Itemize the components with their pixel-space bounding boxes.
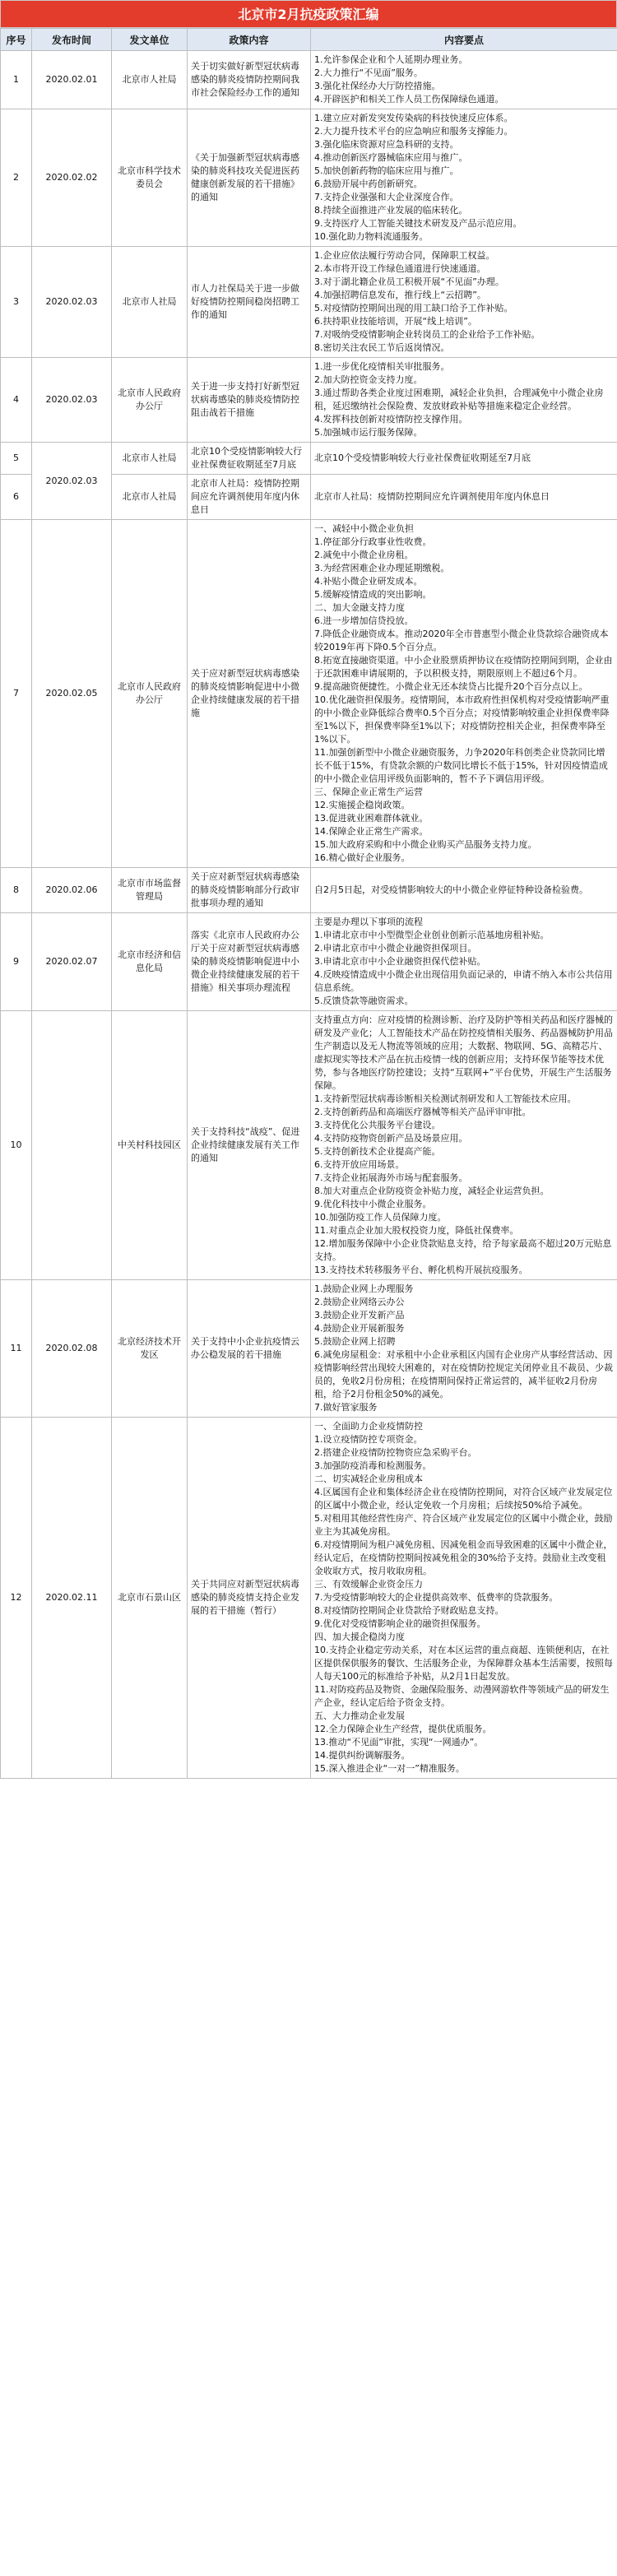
- cell-policy: 《关于加强新型冠状病毒感染的肺炎科技攻关促进医药健康创新发展的若干措施》的通知: [188, 109, 311, 247]
- cell-date: 2020.02.05: [32, 520, 112, 868]
- point-item: 11.对重点企业加大股权投资力度，降低社保费率。: [314, 1225, 519, 1236]
- point-item: 3.加强防疫消毒和检测服务。: [314, 1460, 432, 1471]
- point-item: 5.对疫情防控期间出现的用工缺口给予工作补贴。: [314, 303, 513, 313]
- cell-points: [311, 520, 617, 868]
- table-row: [1, 520, 617, 868]
- cell-unit: 北京经济技术开发区: [112, 1280, 188, 1418]
- point-item: 6.进一步增加信贷投放。: [314, 615, 414, 626]
- point-item: 2.本市将开设工作绿色通道进行快速通道。: [314, 263, 486, 274]
- point-item: 7.支持企业拓展海外市场与配套服务。: [314, 1172, 468, 1183]
- point-item: 3.强化社保经办大厅防控措施。: [314, 81, 441, 91]
- table-row: [1, 868, 617, 913]
- cell-policy: 北京10个受疫情影响较大行业社保费征收期延至7月底: [188, 443, 311, 475]
- point-item: 8.密切关注农民工节后返岗情况。: [314, 342, 450, 353]
- cell-date: 2020.02.06: [32, 868, 112, 913]
- point-item: 2.申请北京市中小微企业融资担保项目。: [314, 943, 477, 954]
- point-item: 8.持续全面推进产业发展的临床转化。: [314, 205, 468, 216]
- point-item: 2.加大防控资金支持力度。: [314, 374, 423, 385]
- table-row: [1, 1418, 617, 1779]
- point-item: 2.大力推行“不见面”服务。: [314, 67, 423, 78]
- point-item: 5.加快创新药物的临床应用与推广。: [314, 165, 459, 176]
- cell-policy: 关于共同应对新型冠状病毒感染的肺炎疫情支持企业发展的若干措施（暂行）: [188, 1418, 311, 1779]
- cell-unit: 北京市人民政府办公厅: [112, 520, 188, 868]
- point-item: 主要是办理以下事项的流程: [314, 917, 423, 927]
- table-body: [1, 51, 617, 1779]
- point-item: 6.支持开放应用场景。: [314, 1159, 405, 1170]
- point-item: 2.减免中小微企业房租。: [314, 550, 414, 560]
- cell-points: [311, 109, 617, 247]
- cell-policy: 落实《北京市人民政府办公厅关于应对新型冠状病毒感染的肺炎疫情影响促进中小微企业持续健康发展的若干措施》相关事项办理流程: [188, 913, 311, 1011]
- point-item: 7.支持企业强强和大企业深度合作。: [314, 192, 459, 202]
- cell-policy: 关于支持科技“战疫”、促进企业持续健康发展有关工作的通知: [188, 1011, 311, 1280]
- header-date: 发布时间: [32, 29, 112, 51]
- point-item: 1.建立应对新发突发传染病的科技快速反应体系。: [314, 113, 513, 123]
- point-item: 4.开辟医护和相关工作人员工伤保障绿色通道。: [314, 94, 504, 104]
- point-item: 11.加强创新型中小微企业融资服务，力争2020年科创类企业贷款同比增长不低于15%，有贷款余额的户数同比增长不低于15%，针对因疫情造成的中小微企业信用评级负面影响的，暂不予下调信用评级。: [314, 747, 608, 784]
- cell-seq: 12: [1, 1418, 32, 1779]
- cell-points: [311, 1011, 617, 1280]
- cell-policy: 关于切实做好新型冠状病毒感染的肺炎疫情防控期间我市社会保险经办工作的通知: [188, 51, 311, 109]
- point-item: 1.申请北京市中小型微型企业创业创新示范基地房租补贴。: [314, 930, 550, 940]
- point-item: 2.大力提升技术平台的应急响应和服务支撑能力。: [314, 126, 513, 137]
- point-item: 四、加大援企稳岗力度: [314, 1631, 405, 1642]
- cell-date: 2020.02.11: [32, 1418, 112, 1779]
- cell-unit: 北京市市场监督管理局: [112, 868, 188, 913]
- cell-seq: 2: [1, 109, 32, 247]
- point-item: 1.进一步优化疫情相关审批服务。: [314, 361, 450, 372]
- point-item: 3.鼓励企业开发新产品: [314, 1310, 405, 1320]
- cell-seq: 7: [1, 520, 32, 868]
- point-item: 12.增加服务保障中小企业贷款贴息支持，给予每家最高不超过20万元贴息支持。: [314, 1238, 612, 1262]
- table-row: [1, 358, 617, 443]
- cell-points: [311, 51, 617, 109]
- cell-policy: 关于支持中小企业抗疫情云办公稳发展的若干措施: [188, 1280, 311, 1418]
- cell-seq: 5: [1, 443, 32, 475]
- point-item: 5.对租用其他经营性房产、符合区域产业发展定位的区属中小微企业，鼓励业主为其减免房租。: [314, 1513, 613, 1537]
- cell-seq: 11: [1, 1280, 32, 1418]
- point-item: 3.申请北京市中小企业融资担保代偿补贴。: [314, 956, 486, 967]
- table-row: [1, 913, 617, 1011]
- point-item: 三、有效缓解企业资金压力: [314, 1579, 423, 1590]
- point-item: 3.强化临床资源对应急科研的支持。: [314, 139, 459, 150]
- point-item: 4.区属国有企业和集体经济企业在疫情防控期间，对符合区域产业发展定位的区属中小微企业，经认定免收一个月房租；后续按50%给予减免。: [314, 1487, 613, 1511]
- cell-date: 2020.02.03: [32, 443, 112, 520]
- point-item: 7.做好管家服务: [314, 1402, 378, 1413]
- point-item: 1.企业应依法履行劳动合同，保障职工权益。: [314, 250, 495, 261]
- cell-seq: 4: [1, 358, 32, 443]
- cell-policy: 关于应对新型冠状病毒感染的肺炎疫情影响促进中小微企业持续健康发展的若干措施: [188, 520, 311, 868]
- point-item: 4.鼓励企业开展新服务: [314, 1323, 405, 1334]
- point-item: 7.对吸纳受疫情影响企业转岗员工的企业给予工作补贴。: [314, 329, 540, 340]
- point-item: 9.优化对受疫情影响企业的融资担保服务。: [314, 1618, 486, 1629]
- cell-date: 2020.02.03: [32, 358, 112, 443]
- cell-unit: 北京市人社局: [112, 475, 188, 520]
- point-item: 10.优化融资担保服务。疫情期间，本市政府性担保机构对受疫情影响严重的中小微企业降低综合费率0.5个百分点；对疫情影响较重企业担保费率降至1%以下，担保费率降至1%以下；对疫情防控相关企业，担保费率降至1%以下。: [314, 694, 610, 745]
- cell-unit: 北京市人社局: [112, 247, 188, 358]
- cell-points: [311, 1280, 617, 1418]
- point-item: 2.搭建企业疫情防控物资应急采购平台。: [314, 1447, 477, 1458]
- table-row: [1, 1011, 617, 1280]
- point-item: 2.鼓励企业网络云办公: [314, 1297, 405, 1307]
- point-item: 15.深入推进企业“一对一”精准服务。: [314, 1763, 465, 1774]
- header-policy: 政策内容: [188, 29, 311, 51]
- point-item: 3.通过帮助各类企业度过困难期，减轻企业负担，合理减免中小微企业房租，延迟缴纳社会保险费、发放财政补贴等措施来稳定企业经营。: [314, 388, 604, 411]
- cell-unit: 北京市人社局: [112, 443, 188, 475]
- point-item: 1.允许参保企业和个人延期办理业务。: [314, 54, 468, 65]
- table-row: [1, 51, 617, 109]
- point-item: 4.加强招聘信息发布，推行线上“云招聘”。: [314, 290, 486, 300]
- point-item: 5.加强城市运行服务保障。: [314, 427, 423, 438]
- point-item: 6.扶持职业技能培训，开展“线上培训”。: [314, 316, 477, 327]
- cell-seq: 8: [1, 868, 32, 913]
- table-header-row: [1, 29, 617, 51]
- point-item: 一、全面助力企业疫情防控: [314, 1421, 423, 1432]
- table-row: [1, 1280, 617, 1418]
- point-item: 二、加大金融支持力度: [314, 602, 405, 613]
- cell-date: 2020.02.08: [32, 1280, 112, 1418]
- point-item: 5.缓解疫情造成的突出影响。: [314, 589, 432, 600]
- point-item: 13.支持技术转移服务平台、孵化机构开展抗疫服务。: [314, 1265, 528, 1275]
- cell-policy: 市人力社保局关于进一步做好疫情防控期间稳岗招聘工作的通知: [188, 247, 311, 358]
- point-item: 9.支持医疗人工智能关键技术研发及产品示范应用。: [314, 218, 522, 229]
- point-item: 4.发挥科技创新对疫情防控支撑作用。: [314, 414, 468, 425]
- cell-unit: 中关村科技园区: [112, 1011, 188, 1280]
- cell-points: [311, 475, 617, 520]
- cell-seq: 1: [1, 51, 32, 109]
- point-item: 9.提高融资便捷性。小微企业无还本续贷占比提升20个百分点以上。: [314, 681, 588, 692]
- cell-points: [311, 358, 617, 443]
- point-item: 5.反馈贷款等融资需求。: [314, 996, 414, 1006]
- point-item: 6.对疫情期间为租户减免房租、因减免租金而导致困难的区属中小微企业，经认定后，在疫情防控期间按减免租金的30%给予支持。鼓励业主改变租金收取方式，按月收取房租。: [314, 1539, 613, 1576]
- point-item: 1.鼓励企业网上办理服务: [314, 1283, 414, 1294]
- cell-policy: 关于进一步支持打好新型冠状病毒感染的肺炎疫情防控阻击战若干措施: [188, 358, 311, 443]
- point-item: 10.强化助力物料流通服务。: [314, 231, 429, 242]
- point-item: 14.提供纠纷调解服务。: [314, 1750, 411, 1761]
- point-item: 8.对疫情防控期间企业贷款给予财政贴息支持。: [314, 1605, 504, 1616]
- point-item: 6.减免房屋租金：对承租中小企业承租区内国有企业房产从事经营活动、因疫情影响经营出现较大困难的，对在疫情防控规定关闭停业且不裁员、少裁员的，免收2月份房租；在疫情期间保持正常运营的，减半征收2月份房租，给予2月份租金50%的减免。: [314, 1349, 613, 1399]
- point-item: 7.降低企业融资成本。推动2020年全市普惠型小微企业贷款综合融资成本较2019年再下降0.5个百分点。: [314, 629, 609, 652]
- point-item: 一、减轻中小微企业负担: [314, 523, 414, 534]
- table-row: [1, 109, 617, 247]
- point-item: 13.推动“不见面”审批，实现“一网通办”。: [314, 1737, 484, 1748]
- point-item: 4.反映疫情造成中小微企业出现信用负面记录的，申请不纳入本市公共信用信息系统。: [314, 969, 613, 993]
- cell-policy: 关于应对新型冠状病毒感染的肺炎疫情影响部分行政审批事项办理的通知: [188, 868, 311, 913]
- cell-date: 2020.02.03: [32, 247, 112, 358]
- point-item: 二、切实减轻企业房租成本: [314, 1474, 423, 1484]
- table-row: [1, 443, 617, 475]
- point-item: 13.促进就业困难群体就业。: [314, 813, 429, 824]
- point-item: 14.保障企业正常生产需求。: [314, 826, 429, 837]
- point-item: 1.设立疫情防控专项资金。: [314, 1434, 423, 1445]
- point-item: 8.拓宽直接融资渠道。中小企业股票质押协议在疫情防控期间到期，企业由于还款困难申请展期的，予以积极支持，期限原则上不超过6个月。: [314, 655, 613, 679]
- point-item: 1.停征部分行政事业性收费。: [314, 536, 432, 547]
- point-item: 15.加大政府采购和中小微企业购买产品服务支持力度。: [314, 839, 537, 850]
- point-item: 北京10个受疫情影响较大行业社保费征收期延至7月底: [314, 453, 531, 463]
- point-item: 4.推动创新医疗器械临床应用与推广。: [314, 152, 468, 163]
- cell-unit: 北京市科学技术委员会: [112, 109, 188, 247]
- cell-seq: 3: [1, 247, 32, 358]
- cell-points: [311, 1418, 617, 1779]
- point-item: 9.优化科技中小微企业服务。: [314, 1199, 432, 1209]
- point-item: 3.对于湖北籍企业员工积极开展“不见面”办理。: [314, 276, 504, 287]
- cell-points: [311, 868, 617, 913]
- header-seq: 序号: [1, 29, 32, 51]
- point-item: 3.支持优化公共服务平台建设。: [314, 1120, 441, 1130]
- page-title: 北京市2月抗疫政策汇编: [0, 0, 617, 28]
- point-item: 12.实施援企稳岗政策。: [314, 800, 411, 810]
- point-item: 4.补贴小微企业研发成本。: [314, 576, 423, 587]
- cell-points: [311, 247, 617, 358]
- cell-date: 2020.02.01: [32, 51, 112, 109]
- cell-date: 2020.02.07: [32, 913, 112, 1011]
- point-item: 三、保障企业正常生产运营: [314, 787, 423, 797]
- cell-points: [311, 913, 617, 1011]
- point-item: 12.全力保障企业生产经营，提供优质服务。: [314, 1724, 492, 1734]
- cell-seq: 10: [1, 1011, 32, 1280]
- point-item: 五、大力推动企业发展: [314, 1710, 405, 1721]
- point-item: 5.支持创新技术企业提高产能。: [314, 1146, 441, 1157]
- point-item: 2.支持创新药品和高端医疗器械等相关产品评审审批。: [314, 1107, 531, 1117]
- cell-seq: 9: [1, 913, 32, 1011]
- header-points: 内容要点: [311, 29, 617, 51]
- cell-unit: 北京市经济和信息化局: [112, 913, 188, 1011]
- point-item: 7.为受疫情影响较大的企业提供高效率、低费率的贷款服务。: [314, 1592, 559, 1603]
- cell-seq: 6: [1, 475, 32, 520]
- cell-unit: 北京市石景山区: [112, 1418, 188, 1779]
- point-item: 支持重点方向：应对疫情的检测诊断、治疗及防护等相关药品和医疗器械的研发及产业化；人工智能技术产品在防控疫情相关服务、药品器械防护用品生产制造以及无人物流等领域的应用；大数据、物联网、5G、高精芯片、虚拟现实等技术产品在抗击疫情一线的创新应用；支持环保节能等技术优势，参与各地医疗防控建设；支持“互联网+”平台优势，开展生产生活服务保障。: [314, 1014, 613, 1091]
- point-item: 6.鼓励开展中药创新研究。: [314, 179, 423, 189]
- point-item: 10.支持企业稳定劳动关系，对在本区运营的重点商超、连锁便利店，在社区提供保供服务的餐饮、生活服务企业，为保障群众基本生活需要，按照每人每天100元的标准给予补贴，从2月1日起发放。: [314, 1645, 613, 1682]
- cell-date: 2020.02.02: [32, 109, 112, 247]
- cell-unit: 北京市人社局: [112, 51, 188, 109]
- cell-date: [32, 1011, 112, 1280]
- point-item: 4.支持防疫物资创新产品及场景应用。: [314, 1133, 468, 1144]
- point-item: 3.为经营困难企业办理延期缴税。: [314, 563, 450, 573]
- cell-policy: 北京市人社局：疫情防控期间应允许调剂使用年度内休息日: [188, 475, 311, 520]
- point-item: 11.对防疫药品及物资、金融保险服务、动漫网游软件等领域产品的研发生产企业，经认定后给予资金支持。: [314, 1684, 610, 1708]
- point-item: 1.支持新型冠状病毒诊断相关检测试剂研发和人工智能技术应用。: [314, 1093, 577, 1104]
- policy-table: [0, 28, 617, 1779]
- point-item: 北京市人社局：疫情防控期间应允许调剂使用年度内休息日: [314, 491, 550, 502]
- cell-points: [311, 443, 617, 475]
- point-item: 自2月5日起，对受疫情影响较大的中小微企业停征特种设备检验费。: [314, 884, 588, 895]
- header-unit: 发文单位: [112, 29, 188, 51]
- point-item: 10.加强防疫工作人员保障力度。: [314, 1212, 447, 1223]
- point-item: 5.鼓励企业网上招聘: [314, 1336, 396, 1347]
- point-item: 16.精心做好企业服务。: [314, 852, 411, 863]
- cell-unit: 北京市人民政府办公厅: [112, 358, 188, 443]
- point-item: 8.加大对重点企业防疫资金补贴力度，减轻企业运营负担。: [314, 1186, 550, 1196]
- table-row: [1, 247, 617, 358]
